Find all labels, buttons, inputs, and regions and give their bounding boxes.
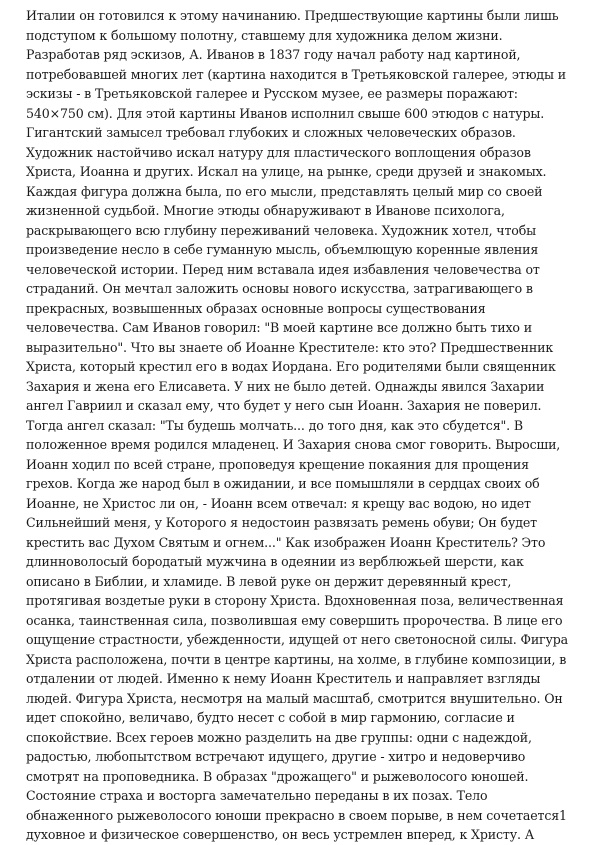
text-line: грехов. Когда же народ был в ожидании, и все помышляли в сердцах своих об: [26, 476, 540, 491]
text-line: Христа расположена, почти в центре картины, на холме, в глубине композиции, в: [26, 651, 567, 667]
text-line: страданий. Он мечтал заложить основы нового искусства, затрагивающего в: [26, 281, 533, 296]
text-line: 540×750 см). Для этой картины Иванов исполнил свыше 600 этюдов с натуры.: [26, 105, 545, 121]
text-line: человеческой истории. Перед ним вставала идея избавления человечества от: [26, 261, 540, 277]
text-line: духовное и физическое совершенство, он весь устремлен вперед, к Христу. А: [26, 827, 535, 842]
text-line: Христа, Иоанна и других. Искал на улице, на рынке, среди друзей и знакомых.: [26, 164, 547, 179]
text-line: Каждая фигура должна была, по его мысли, представлять целый мир со своей: [26, 183, 543, 199]
text-line: выразительно". Что вы знаете об Иоанне Крестителе: кто это? Предшественник: [26, 339, 554, 355]
text-line: отдалении от людей. Именно к нему Иоанн Креститель и направляет взгляды: [26, 671, 541, 686]
text-line: ощущение страстности, убежденности, идущей от него светоносной силы. Фигура: [26, 632, 569, 647]
text-line: смотрят на проповедника. В образах "дрожащего" и рыжеволосого юношей.: [26, 768, 529, 784]
text-line: обнаженного рыжеволосого юноши прекрасно в своем порыве, в нем сочетается1: [26, 807, 567, 823]
text-line: Тогда ангел сказал: "Ты будешь молчать... до того дня, как это сбудется". В: [26, 417, 523, 433]
text-line: Сильнейший меня, у Которого я недостоин развязать ремень обуви; Он будет: [26, 515, 537, 530]
text-line: радостью, любопытством встречают идущего, другие - хитро и недоверчиво: [26, 749, 526, 764]
text-line: крестить вас Духом Святым и огнем..." Как изображен Иоанн Креститель? Это: [26, 534, 546, 550]
text-line: подступом к большому полотну, ставшему для художника делом жизни.: [26, 27, 503, 43]
text-line: ангел Гавриил и сказал ему, что будет у него сын Иоанн. Захария не поверил.: [26, 398, 542, 413]
text-line: Христа, который крестил его в водах Иордана. Его родителями были священник: [26, 359, 556, 374]
text-line: Художник настойчиво искал натуру для пластического воплощения образов: [26, 144, 531, 160]
text-line: жизненной судьбой. Многие этюды обнаруживают в Иванове психолога,: [26, 203, 505, 218]
text-line: раскрывающего всю глубину переживаний человека. Художник хотел, чтобы: [26, 222, 537, 238]
text-line: положенное время родился младенец. И Захария снова смог говорить. Выросши,: [26, 437, 561, 452]
body-text: [26, 6, 586, 845]
text-line: Италии он готовился к этому начинанию. Предшествующие картины были лишь: [26, 8, 559, 23]
text-line: Захария и жена его Елисавета. У них не было детей. Однажды явился Захарии: [26, 378, 545, 394]
text-line: произведение несло в себе гуманную мысль, объемлющую коренные явления: [26, 242, 539, 257]
text-line: протягивая воздетые руки в сторону Христа. Вдохновенная поза, величественная: [26, 593, 564, 608]
text-line: человечества. Сам Иванов говорил: "В моей картине все должно быть тихо и: [26, 320, 532, 335]
text-line: длинноволосый бородатый мужчина в одеянии из верблюжьей шерсти, как: [26, 554, 524, 569]
text-line: идет спокойно, величаво, будто несет с собой в мир гармонию, согласие и: [26, 710, 515, 725]
text-line: эскизы - в Третьяковской галерее и Русском музее, ее размеры поражают:: [26, 86, 518, 101]
text-line: осанка, таинственная сила, позволившая ему совершить пророчества. В лице его: [26, 612, 563, 628]
text-line: Гигантский замысел требовал глубоких и сложных человеческих образов.: [26, 125, 516, 140]
text-line: Иоанн ходил по всей стране, проповедуя крещение покаяния для прощения: [26, 456, 529, 472]
text-line: Состояние страха и восторга замечательно переданы в их позах. Тело: [26, 788, 488, 803]
text-line: людей. Фигура Христа, несмотря на малый масштаб, смотрится внушительно. Он: [26, 690, 563, 706]
text-line: Разработав ряд эскизов, А. Иванов в 1837 году начал работу над картиной,: [26, 47, 521, 62]
text-line: спокойствие. Всех героев можно разделить на две группы: одни с надеждой,: [26, 729, 532, 745]
text-line: прекрасных, возвышенных образах основные вопросы существования: [26, 300, 486, 316]
text-line: потребовавшей многих лет (картина находится в Третьяковской галерее, этюды и: [26, 66, 567, 82]
text-line: Иоанне, не Христос ли он, - Иоанн всем отвечал: я крещу вас водою, но идет: [26, 495, 531, 511]
text-line: описано в Библии, и хламиде. В левой руке он держит деревянный крест,: [26, 573, 512, 589]
